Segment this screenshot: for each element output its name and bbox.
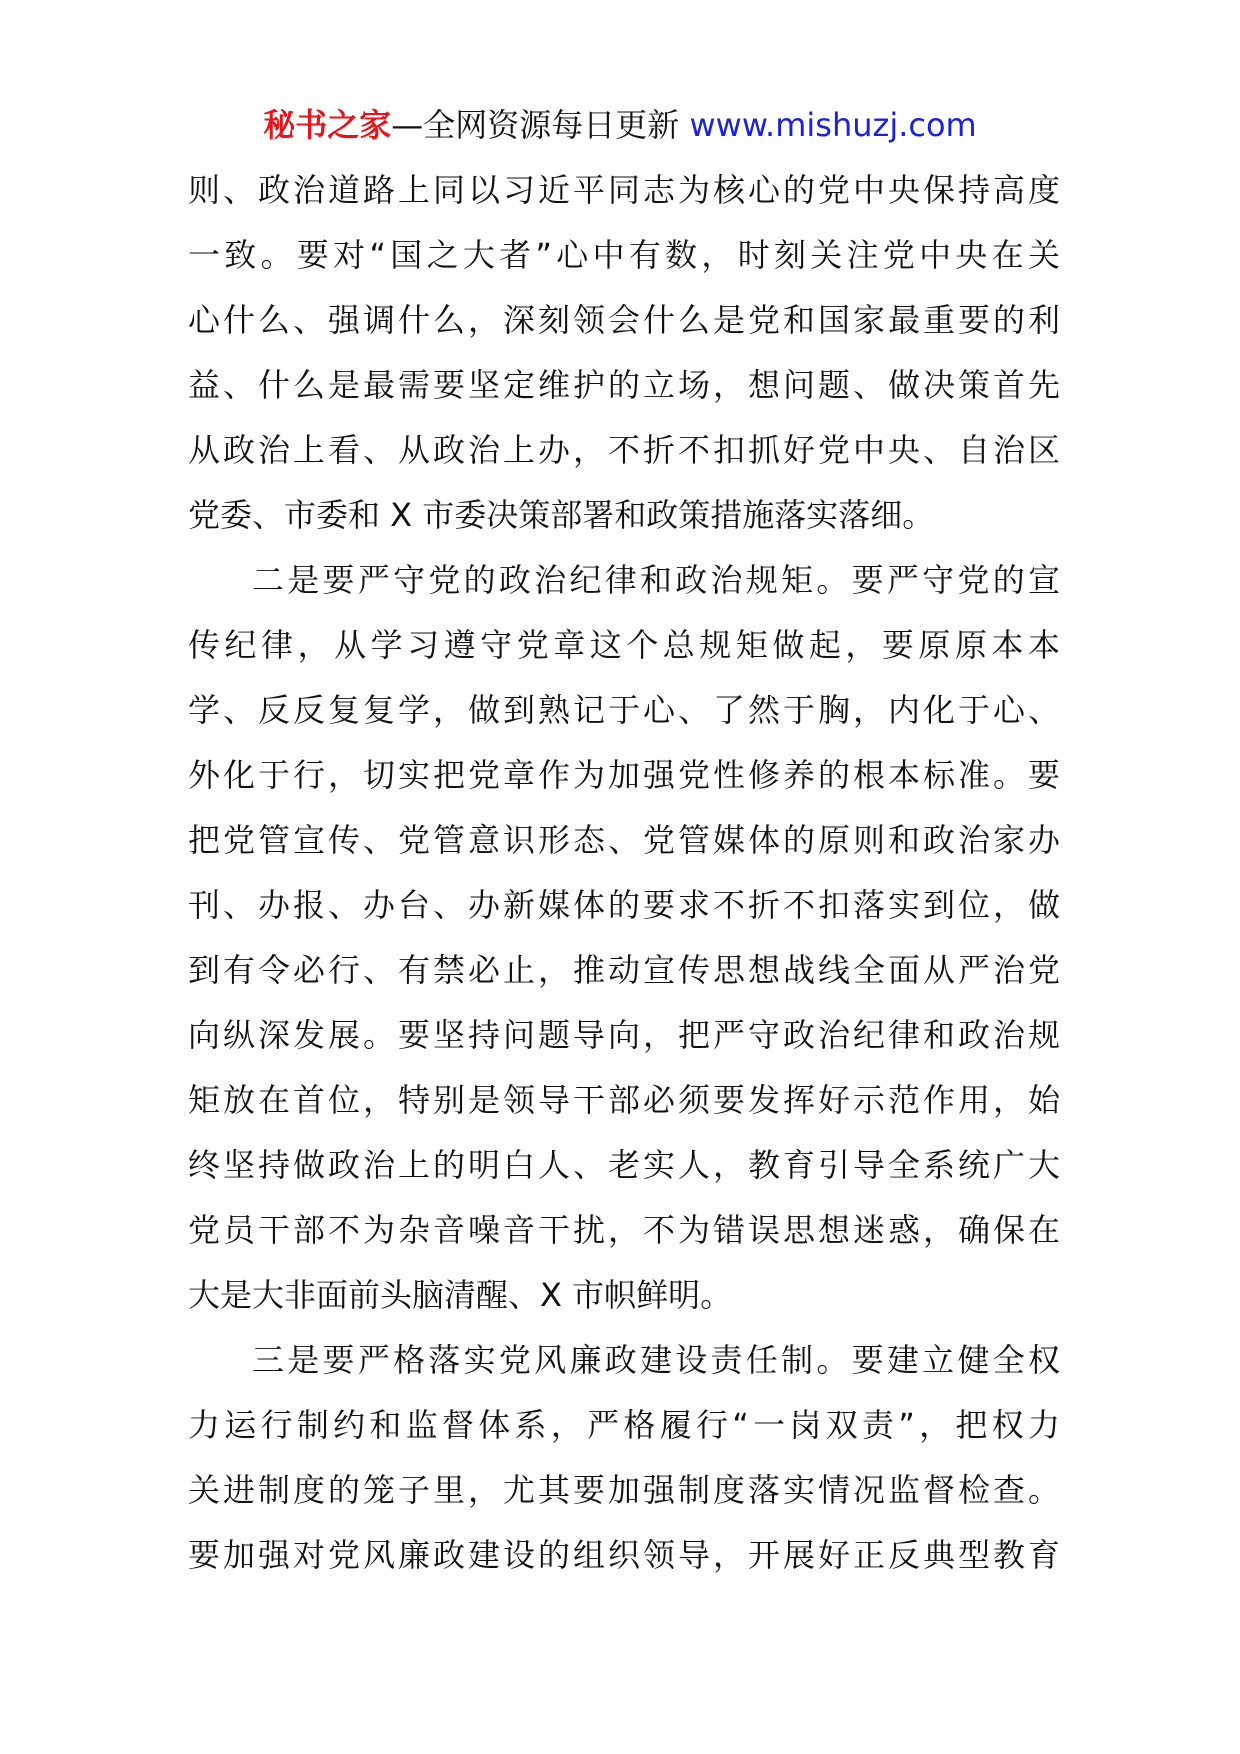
text-line: 一致。要对“国之大者”心中有数，时刻关注党中央在关 — [188, 236, 1060, 274]
paragraph-3 — [188, 1328, 1060, 1588]
text-line: 到有令必行、有禁必止，推动宣传思想战线全面从严治党 — [188, 951, 1060, 989]
text-line: 党委、市委和 X 市委决策部署和政策措施落实落细。 — [188, 496, 935, 534]
document-body — [188, 158, 1060, 1588]
text-line: 党员干部不为杂音噪音干扰，不为错误思想迷惑，确保在 — [188, 1211, 1060, 1249]
paragraph-1 — [188, 158, 1060, 548]
text-line: 二是要严守党的政治纪律和政治规矩。要严守党的宣 — [252, 561, 1060, 599]
text-line: 学、反反复复学，做到熟记于心、了然于胸，内化于心、 — [188, 691, 1060, 729]
text-line: 心什么、强调什么，深刻领会什么是党和国家最重要的利 — [188, 301, 1060, 339]
text-line: 向纵深发展。要坚持问题导向，把严守政治纪律和政治规 — [188, 1016, 1060, 1054]
header-tagline: —全网资源每日更新 — [391, 106, 680, 144]
text-line: 大是大非面前头脑清醒、X 市帜鲜明。 — [188, 1276, 733, 1314]
text-line: 力运行制约和监督体系，严格履行“一岗双责”，把权力 — [188, 1406, 1060, 1444]
text-line: 外化于行，切实把党章作为加强党性修养的根本标准。要 — [188, 756, 1060, 794]
paragraph-2 — [188, 548, 1060, 1328]
text-line: 益、什么是最需要坚定维护的立场，想问题、做决策首先 — [188, 366, 1060, 404]
text-line: 传纪律，从学习遵守党章这个总规矩做起，要原原本本 — [188, 626, 1060, 664]
site-header — [0, 103, 1240, 147]
text-line: 三是要严格落实党风廉政建设责任制。要建立健全权 — [252, 1341, 1060, 1379]
text-line: 终坚持做政治上的明白人、老实人，教育引导全系统广大 — [188, 1146, 1060, 1184]
header-url-link[interactable]: www.mishuzj.com — [689, 106, 977, 144]
text-line: 从政治上看、从政治上办，不折不扣抓好党中央、自治区 — [188, 431, 1060, 469]
header-brand: 秘书之家 — [263, 106, 392, 144]
text-line: 把党管宣传、党管意识形态、党管媒体的原则和政治家办 — [188, 821, 1060, 859]
text-line: 则、政治道路上同以习近平同志为核心的党中央保持高度 — [188, 171, 1060, 209]
text-line: 矩放在首位，特别是领导干部必须要发挥好示范作用，始 — [188, 1081, 1060, 1119]
text-line: 关进制度的笼子里，尤其要加强制度落实情况监督检查。 — [188, 1471, 1060, 1509]
text-line: 要加强对党风廉政建设的组织领导，开展好正反典型教育 — [188, 1536, 1060, 1574]
text-line: 刊、办报、办台、办新媒体的要求不折不扣落实到位，做 — [188, 886, 1060, 924]
